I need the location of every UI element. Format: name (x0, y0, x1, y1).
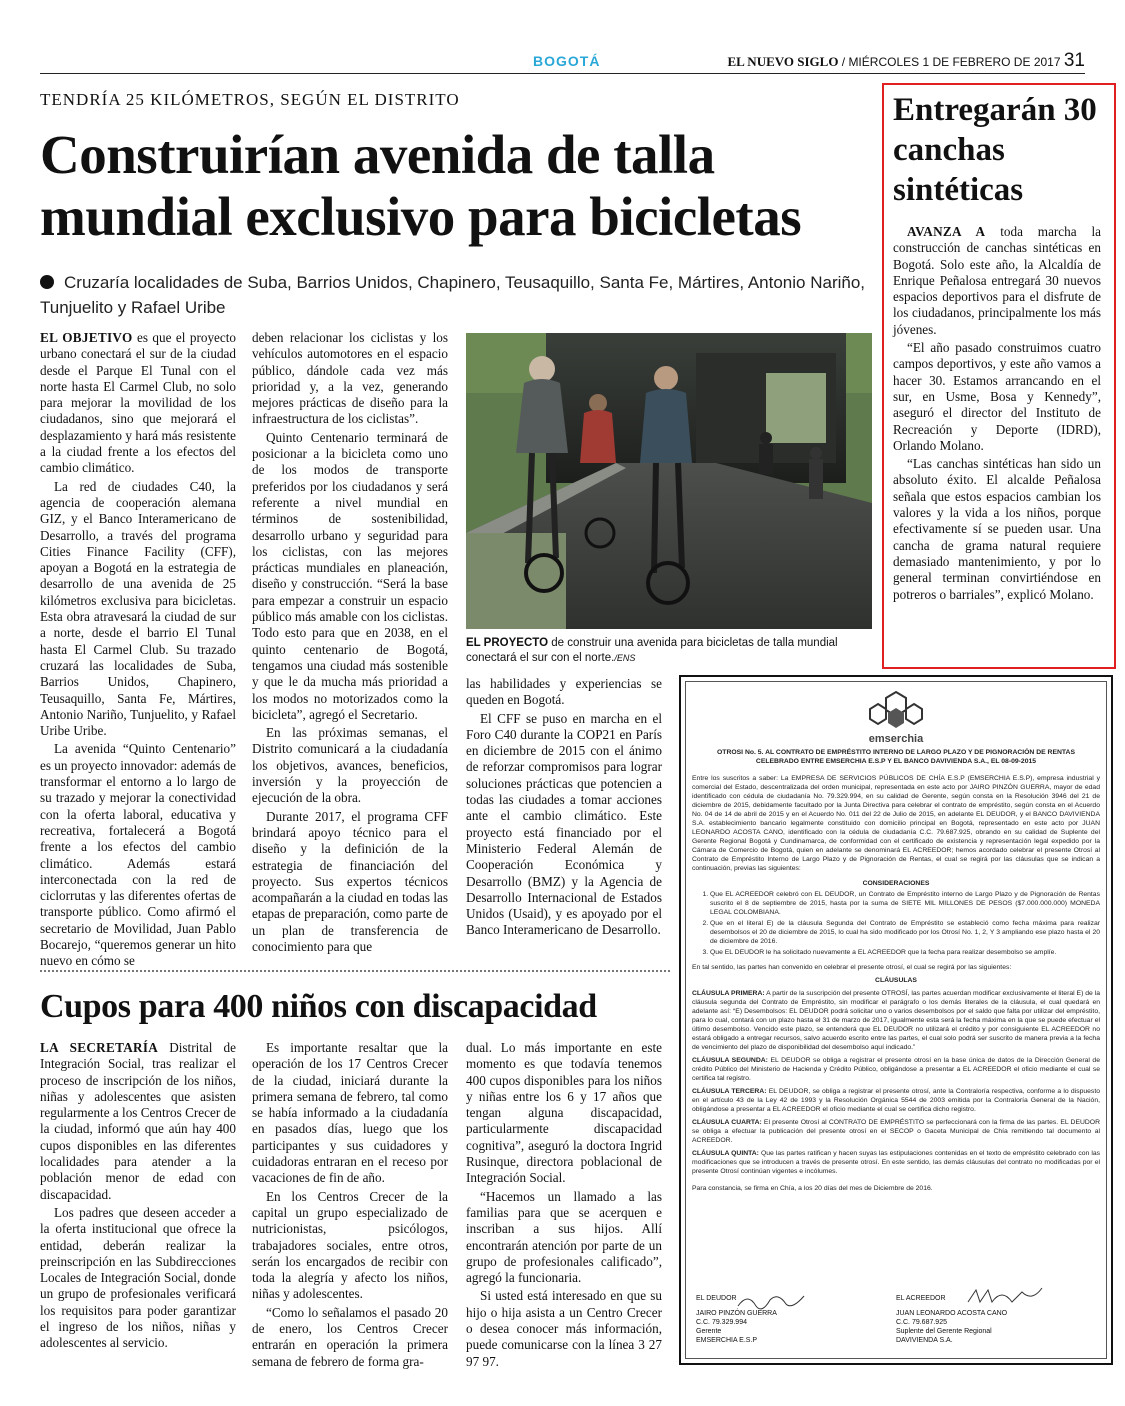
issue-date: / MIÉRCOLES 1 DE FEBRERO DE 2017 (838, 55, 1061, 69)
paragraph: toda marcha la construcción de canchas sintéticas en Bogotá. Solo este año, la Alcaldía de Enrique Peñalosa entregará 30 nuevos espacios deportivos para el disfrute de los ciudadanos, principalmente los más jóvenes. (893, 224, 1101, 337)
clause-2 (692, 1056, 1100, 1083)
paragraph: La avenida “Quinto Centenario” es un proyecto innovador: además de transformar el entorno a lo largo de su trazado y mejorar la conectividad con la oferta laboral, educativa y recreativa, fortalecerá a Bogotá frente a los efectos del cambio climático. Además estará interconectada con la red de ciclorrutas y las diferentes ofertas de transporte público. Como afirmó el secretario de Movilidad, Juan Pablo Bocarejo, “queremos generar un hito nuevo en cómo se (40, 741, 236, 969)
paragraph: las habilidades y experiencias se queden en Bogotá. (466, 676, 662, 708)
summary-text: Cruzaría localidades de Suba, Barrios Unidos, Chapinero, Teusaquillo, Santa Fe, Mártires, Antonio Nariño, Tunjuelito y Rafael Uribe (40, 273, 866, 317)
paragraph: es que el proyecto urbano conectará el sur de la ciudad desde el Parque El Tunal con el norte hasta El Carmel Club, no solo para mejorar la movilidad de los ciudadanos, sino que mejorará el desplazamiento y hará más resistente a la ciudad frente a los efectos del cambio climático. (40, 330, 236, 476)
clause-heading: CLÁUSULA SEGUNDA: (692, 1057, 768, 1064)
clause-heading: CLÁUSULA QUINTA: (692, 1150, 759, 1157)
header-rule (40, 73, 1085, 74)
article-column-3 (466, 676, 662, 941)
section-label: BOGOTÁ (533, 53, 601, 69)
signature-debtor (696, 1294, 846, 1345)
ad-agreement: En tal sentido, las partes han convenido en celebrar el presente otrosí, el cual se regirá por las siguientes: (692, 964, 1012, 971)
sig-line: Suplente del Gerente Regional (896, 1328, 992, 1335)
paragraph: “Como lo señalamos el pasado 20 de enero, los Centros Crecer entrarán en operación la primera semana de febrero de forma gra- (252, 1304, 448, 1369)
clause-heading: CLÁUSULA PRIMERA: (692, 990, 765, 997)
ad-subtitle: CELEBRADO ENTRE EMSERCHIA E.S.P Y EL BANCO DAVIVIENDA S.A., EL 08-09-2015 (755, 758, 1037, 765)
second-article-headline: Cupos para 400 niños con discapacidad (40, 988, 597, 1025)
clause-4 (692, 1118, 1100, 1145)
caption-lead: EL PROYECTO (466, 637, 549, 649)
list-item: 2. Que en el literal E) de la cláusula Segunda del Contrato de Empréstito se estableció como fecha máxima para realizar desembolsos el 20 de diciembre de 2015, lo cual ha sido modificado por los Otrosí No. 1, 2, Y 3 ampliando ese plazo hasta el 20 de diciembre de 2016. (710, 919, 1100, 946)
considerations-list (710, 890, 1100, 957)
article-column-1 (40, 330, 236, 972)
bullet-icon (40, 275, 54, 289)
clause-text: El presente Otrosí al CONTRATO DE EMPRÉSTITO se perfeccionará con la firma de las partes. EL DEUDOR se obliga a efectuar la publicación del presente otrosí en el SECOP o Gaceta Municipal de Chía remitiendo tal documento al ACREEDOR. (692, 1119, 1101, 1144)
sig-line: EMSERCHIA E.S.P (696, 1337, 758, 1344)
sig-line: Gerente (696, 1328, 722, 1335)
clause-5 (692, 1149, 1100, 1176)
ad-body (692, 748, 1100, 1197)
sig-line: JUAN LEONARDO ACOSTA CANO (896, 1310, 1008, 1317)
clause-1 (692, 989, 1100, 1052)
paragraph: “El año pasado construimos cuatro campos deportivos, y este año vamos a hacer 30. Estamos arrancando en el sur, en Usme, Bosa y Kennedy”, aseguró el director del Instituto de Recreación y Deporte (IDRD), Orlando Molano. (893, 340, 1101, 453)
sig-line: DAVIVIENDA S.A. (896, 1337, 953, 1344)
paragraph: En los Centros Crecer de la capital un grupo especializado de nutricionistas, psicólogos, trabajadores sociales, entre otros, serán los encargados de recibir con toda la alegría y afecto los niños, niñas y adolescentes. (252, 1188, 448, 1302)
paragraph: El CFF se puso en marcha en el Foro C40 durante la COP21 en París en diciembre de 2015 con el ánimo de reforzar compromisos para lograr soluciones prácticas que potencien a todas las ciudades a tomar acciones ante el cambio climático. Este proyecto está financiado por el Ministerio Federal Alemán de Cooperación Económica y Desarrollo (BMZ) y la Agencia de Desarrollo Internacional de Estados Unidos (Usaid), y es apoyado por el Banco Interamericano de Desarrollo. (466, 710, 662, 938)
ad-closing: Para constancia, se firma en Chía, a los 20 días del mes de Diciembre de 2016. (692, 1185, 933, 1192)
paragraph: Durante 2017, el programa CFF brindará apoyo técnico para el diseño y la definición de la estrategia de financiación del proyecto. Sus expertos técnicos acompañarán a la ciudad en todas las etapas de preparación, como parte de un plan de transferencia de conocimiento para que (252, 808, 448, 954)
paragraph: “Las canchas sintéticas han sido un absoluto éxito. El alcalde Peñalosa señala que estos espacios cambian los valores y la vida a los niños, porque efectivamente sí se pueden usar. Una cancha de grama natural requiere demasiado mantenimiento, y por lo general terminan convirtiéndose en potreros o barriales”, explicó Molano. (893, 456, 1101, 602)
clause-text: Que las partes ratifican y hacen suyas las estipulaciones contenidas en el texto de empréstito celebrado con las modificaciones que se introducen a través de presente otrosí. En este sentido, las demás cláusulas del contrato no modificadas por el presente Otrosí continúan vigentes e incólumes. (692, 1150, 1101, 1175)
paragraph: Quinto Centenario terminará de posicionar a la bicicleta como uno de los modos de transporte preferidos por los ciudadanos y será referente a nivel mundial en términos de sostenibilidad, desarrollo urbano y seguridad para los ciclistas, con las mejores prácticas mundiales en planeación, diseño y construcción. “Será la base para empezar a construir un espacio público más amable con los ciclistas. Todo esto para que en 2038, en el quinto centenario de Bogotá, tengamos una ciudad más sostenible y que le da mucha más prioridad a los modos no motorizados como la bicicleta”, agregó el Secretario. (252, 429, 448, 722)
sig-line: JAIRO PINZÓN GUERRA (696, 1310, 777, 1317)
ad-logo (686, 690, 1106, 745)
photo-credit: /ENS (614, 653, 636, 663)
second-column-3 (466, 1040, 662, 1372)
signature-creditor (896, 1294, 1096, 1345)
ad-title: OTROSI No. 5. AL CONTRATO DE EMPRÉSTITO INTERNO DE LARGO PLAZO Y DE PIGNORACIÓN DE RENTAS (717, 749, 1075, 756)
photo-illustration (466, 333, 872, 629)
sig-line: EL DEUDOR (696, 1295, 737, 1302)
paragraph: “Hacemos un llamado a las familias para que se acerquen e inscriban a sus hijos. Allí encontrarán atención por parte de un grupo de profesionales calificado”, agregó la funcionaria. (466, 1188, 662, 1286)
paragraph: deben relacionar los ciclistas y los vehículos automotores en el espacio público, dándole cada vez más prioridad y, a la vez, generando mejores prácticas de diseño para la infraestructura de los ciclistas”. (252, 330, 448, 427)
caption-text: de construir una avenida para bicicletas de talla mundial conectará el sur con el norte. (466, 637, 838, 664)
paragraph: En las próximas semanas, el Distrito comunicará a la ciudadanía los objetivos, avances, beneficios, inversión y la proyección de ejecución de la obra. (252, 725, 448, 806)
list-item: 3. Que EL DEUDOR le ha solicitado nuevamente a EL ACREEDOR que la fecha para realizar desembolso se amplíe. (710, 948, 1100, 957)
paragraph: Es importante resaltar que la operación de los 17 Centros Crecer de la ciudad, iniciará durante la primera semana de febrero, tal como se había informado a la ciudadanía en pasados días, luego que los participantes y sus cuidadores y cuidadoras entraran en el receso por vacaciones de fin de año. (252, 1040, 448, 1186)
photo-caption (466, 636, 876, 666)
considerations-title: CONSIDERACIONES (862, 880, 930, 887)
ad-logo-text: emserchia (868, 733, 924, 745)
paragraph: Si usted está interesado en que su hijo o hija asista a un Centro Crecer o desea conocer más información, puede comunicarse con la línea 3 27 97 97. (466, 1288, 662, 1369)
page-number: 31 (1063, 50, 1085, 71)
lead-in: EL OBJETIVO (40, 330, 133, 345)
ad-intro: Entre los suscritos a saber: La EMPRESA DE SERVICIOS PÚBLICOS DE CHÍA E.S.P (EMSERCHIA E.S.P), empresa industrial y comercial del Estado, descentralizada del orden municipal, representada en este acto por JAIRO PINZÓN GUERRA, mayor de edad identificado con cédula de ciudadanía No. 79.329.994, en su calidad de Gerente, según consta en la Resolución 3946 del 21 de diciembre de 2015, debidamente facultado por la Junta Directiva para celebrar el contrato de empréstito, según consta en el Acuerdo No. 04 de 14 de abril de 2015 y en el Acuerdo No. 011 del 22 de Julio de 2015, en adelante EL DEUDOR, y el BANCO DAVIVIENDA S.A. establecimiento bancario legalmente constituido con domicilio principal en Bogotá, representado en este acto por JUAN LEONARDO ACOSTA CANO, identificado con la cédula de ciudadanía C.C. 79.687.925, obrando en su calidad de Suplente del Gerente Regional Bogotá y Cundinamarca, de conformidad con el certificado de existencia y representación legal expedido por la Cámara de Comercio de Bogotá, quien en adelante se denominará EL ACREEDOR; hemos acordado celebrar el presente Otrosí al Contrato de Empréstito Interno de Largo Plazo y de Pignoración de Rentas, el cual se regirá por las cláusulas que se indican a continuación, previas las siguientes: (692, 775, 1100, 872)
sidebar-body (893, 224, 1101, 605)
cyclists-photo (466, 333, 872, 629)
emserchia-logo-icon (866, 690, 926, 730)
newspaper-name: EL NUEVO SIGLO (727, 54, 839, 69)
legal-notice-ad (679, 675, 1113, 1365)
sig-line: C.C. 79.329.994 (696, 1319, 747, 1326)
paragraph: dual. Lo más importante en este momento es que todavía tenemos 400 cupos disponibles para los niños y niñas entre los 6 y 17 años que tengan alguna discapacidad, particularmente discapacidad cognitiva”, aseguró la doctora Ingrid Rusinque, directora poblacional de Integración Social. (466, 1040, 662, 1186)
article-kicker: TENDRÍA 25 KILÓMETROS, SEGÚN EL DISTRITO (40, 90, 460, 109)
clause-text: A partir de la suscripción del presente OTROSÍ, las partes acuerdan modificar exclusivamente el literal E) de la cláusula segunda del Contrato de Empréstito, sin modificar el parágrafo o los demás literales de la cláusula, el cual quedará en adelante así: “E) Desembolsos: EL DEUDOR podrá solicitar uno o varios desembolsos por el saldo que falta por utilizar del empréstito, para lo cual, contará con un plazo hasta el 31 de marzo de 2017, igualmente esta será la fecha máxima en la que se puede efectuar el último desembolso. Vencido este plazo, se entenderá que EL DEUDOR no utilizará el crédito y por consiguiente EL ACREEDOR no estará obligado a entregar recursos, salvo acuerdo escrito entre las partes, el cual solo podrá ser suscrito de manera previa a la fecha de vencimiento del plazo de disponibilidad del desembolso aquí indicado.” (692, 990, 1100, 1051)
article-divider (40, 970, 670, 972)
second-column-2 (252, 1040, 448, 1372)
signature-icon (966, 1286, 1056, 1306)
lead-in: LA SECRETARÍA (40, 1040, 159, 1055)
article-summary (40, 270, 870, 320)
paragraph: La red de ciudades C40, la agencia de cooperación alemana GIZ, y el Banco Interamericano de Desarrollo, a través del programa Cities Finance Facility (CFF), apoyan a Bogotá en la estrategia de desarrollo de una avenida de 25 kilómetros exclusiva para bicicletas. Esta obra atravesará la ciudad de sur a norte, desde el barrio El Tunal hasta El Carmel Club. Su trazado cruzará las localidades de Suba, Barrios Unidos, Chapinero, Teusaquillo, Santa Fe, Mártires, Antonio Nariño, Tunjuelito, y Rafael Uribe Uribe. (40, 478, 236, 739)
sig-line: C.C. 79.687.925 (896, 1319, 947, 1326)
article-headline: Construirían avenida de talla mundial exclusivo para bicicletas (40, 124, 802, 247)
clause-text: EL DEUDOR se obliga a registrar el presente otrosí en la base única de datos de la Dirección General de crédito Público del Ministerio de Hacienda y Crédito Público, obligándose a presentar a EL ACREEDOR el oficio mediante el cual se certifica tal registro. (692, 1057, 1100, 1082)
ad-inner-frame (685, 681, 1107, 1359)
sidebar-lead-in: AVANZA A (907, 224, 986, 239)
clause-heading: CLÁUSULA TERCERA: (692, 1088, 767, 1095)
clause-heading: CLÁUSULA CUARTA: (692, 1119, 762, 1126)
clauses-title: CLÁUSULAS (875, 977, 917, 984)
sig-line: EL ACREEDOR (896, 1295, 946, 1302)
article-column-2 (252, 330, 448, 957)
second-column-1 (40, 1040, 236, 1354)
paragraph: Distrital de Integración Social, tras realizar el proceso de inscripción de los niños, niñas y adolescentes que asisten regularmente a los Centros Crecer de la ciudad, informó que aún hay 400 cupos disponibles en las diferentes localidades para atender a la población menor de edad con discapacidad. (40, 1040, 237, 1202)
signature-icon (736, 1294, 806, 1310)
paragraph: Los padres que deseen acceder a la oferta institucional que ofrece la entidad, deberán realizar la preinscripción en las Subdirecciones Locales de Integración Social, donde un grupo de profesionales verificará los requisitos para poder garantizar el ingreso de los niños, niñas y adolescentes al servicio. (40, 1204, 236, 1351)
sidebar-headline: Entregarán 30 canchas sintéticas (893, 92, 1097, 208)
list-item: 1. Que EL ACREEDOR celebró con EL DEUDOR, un Contrato de Empréstito interno de Largo Plazo y de Pignoración de Rentas suscrito el 8 de septiembre de 2015, hasta por la suma de SIETE MIL MILLONES DE PESOS ($7.000.000.000) MONEDA LEGAL COLOMBIANA. (710, 890, 1100, 917)
clause-text: EL DEUDOR, se obliga a registrar el presente otrosí, ante la Contraloría respectiva, conforme a lo dispuesto en el artículo 43 de la Ley 42 de 1993 y la Resolución Orgánica 5544 de 2003 emitida por la Contraloría General de la Nación, obligándose a presentar a EL ACREEDOR el oficio mediante el cual se certifica dicho registro. (692, 1088, 1100, 1113)
masthead (727, 50, 1085, 72)
clause-3 (692, 1087, 1100, 1114)
